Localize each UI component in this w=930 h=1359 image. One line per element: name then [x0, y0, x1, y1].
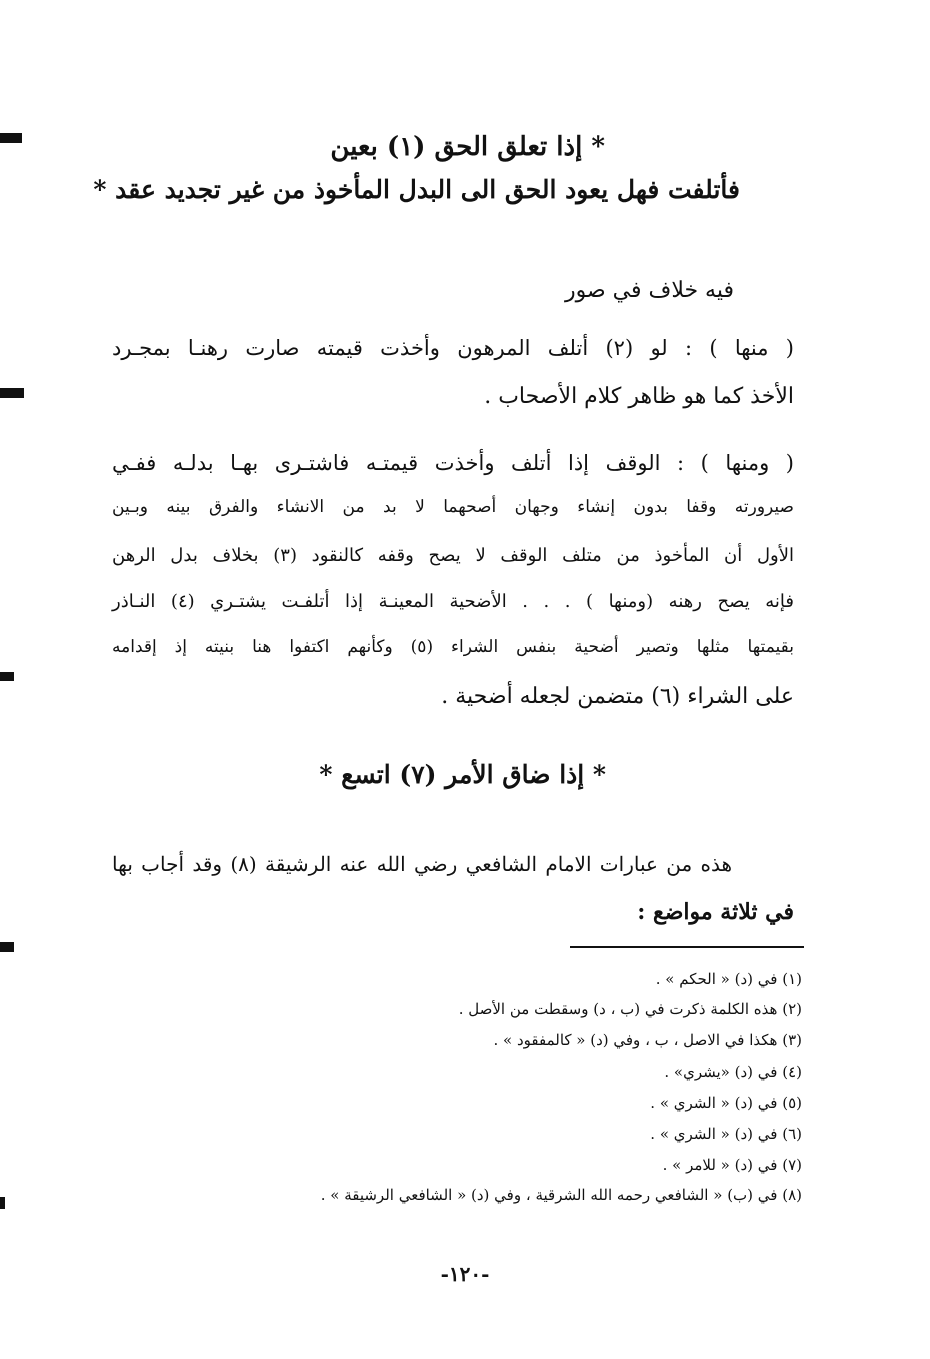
paragraph-2-line-1: ( ومنها ) : الوقف إذا أتلف وأخذت قيمتـه فاشتـرى بهـا بدلـه ففـي	[112, 451, 794, 475]
section-heading: * إذا ضاق الأمر (٧) اتسع *	[319, 760, 606, 789]
paragraph-2-line-2: صيرورته وقفا بدون إنشاء وجهان أصحهما لا بد من الانشاء والفرق بينه وبـين	[112, 497, 794, 517]
paragraph-3-line-1: هذه من عبارات الامام الشافعي رضي الله عنه الرشيقة (٨) وقد أجاب بها	[112, 852, 732, 876]
margin-mark	[0, 133, 22, 143]
footnote: (٢) هذه الكلمة ذكرت في (ب ، د) وسقطت من الأصل .	[458, 1000, 802, 1018]
paragraph-1-line-2: الأخذ كما هو ظاهر كلام الأصحاب .	[484, 384, 794, 409]
page-number: -١٢٠-	[440, 1262, 490, 1286]
heading-line-2: فأتلفت فهل يعود الحق الى البدل المأخوذ من غير تجديد عقد *	[93, 175, 740, 204]
paragraph-2-line-6: على الشراء (٦) متضمن لجعله أضحية .	[441, 684, 794, 709]
footnote: (٦) في (د) « الشري » .	[650, 1125, 802, 1143]
footnote: (٨) في (ب) « الشافعي رحمه الله الشرقية ، وفي (د) « الشافعي الرشيقة » .	[320, 1186, 802, 1204]
margin-mark	[0, 388, 24, 398]
paragraph-2-line-4: فإنه يصح رهنه (ومنها ) . . . الأضحية المعينـة إذا أتلفـت يشتـري (٤) النـاذر	[112, 591, 794, 612]
margin-mark	[0, 1197, 5, 1209]
margin-mark	[0, 942, 14, 952]
paragraph-2-line-3: الأول أن المأخوذ من متلف الوقف لا يصح وقفه كالنقود (٣) بخلاف بدل الرهن	[112, 545, 794, 566]
footnote: (٥) في (د) « الشري » .	[650, 1094, 802, 1112]
footnote: (٤) في (د) «يشري» .	[664, 1063, 802, 1081]
paragraph-3-line-2: في ثلاثة مواضع :	[637, 899, 794, 925]
paragraph-1-line-1: ( منها ) : لو (٢) أتلف المرهون وأخذت قيمته صارت رهنـا بمجـرد	[112, 336, 794, 360]
footnote: (١) في (د) « الحكم » .	[655, 970, 802, 988]
footnote: (٧) في (د) « للامر » .	[662, 1156, 802, 1174]
paragraph-2-line-5: بقيمتها مثلها وتصير أضحية بنفس الشراء (٥) وكأنهم اكتفوا هنا بنيته إذ إقدامه	[112, 637, 794, 657]
heading-line-1: * إذا تعلق الحق (١) بعين	[330, 132, 605, 162]
intro-line: فيه خلاف في صور	[565, 278, 734, 303]
footnote: (٣) هكذا في الاصل ، ب ، وفي (د) « كالمفقود » .	[493, 1031, 802, 1049]
footnote-separator	[570, 946, 804, 948]
margin-mark	[0, 672, 14, 681]
